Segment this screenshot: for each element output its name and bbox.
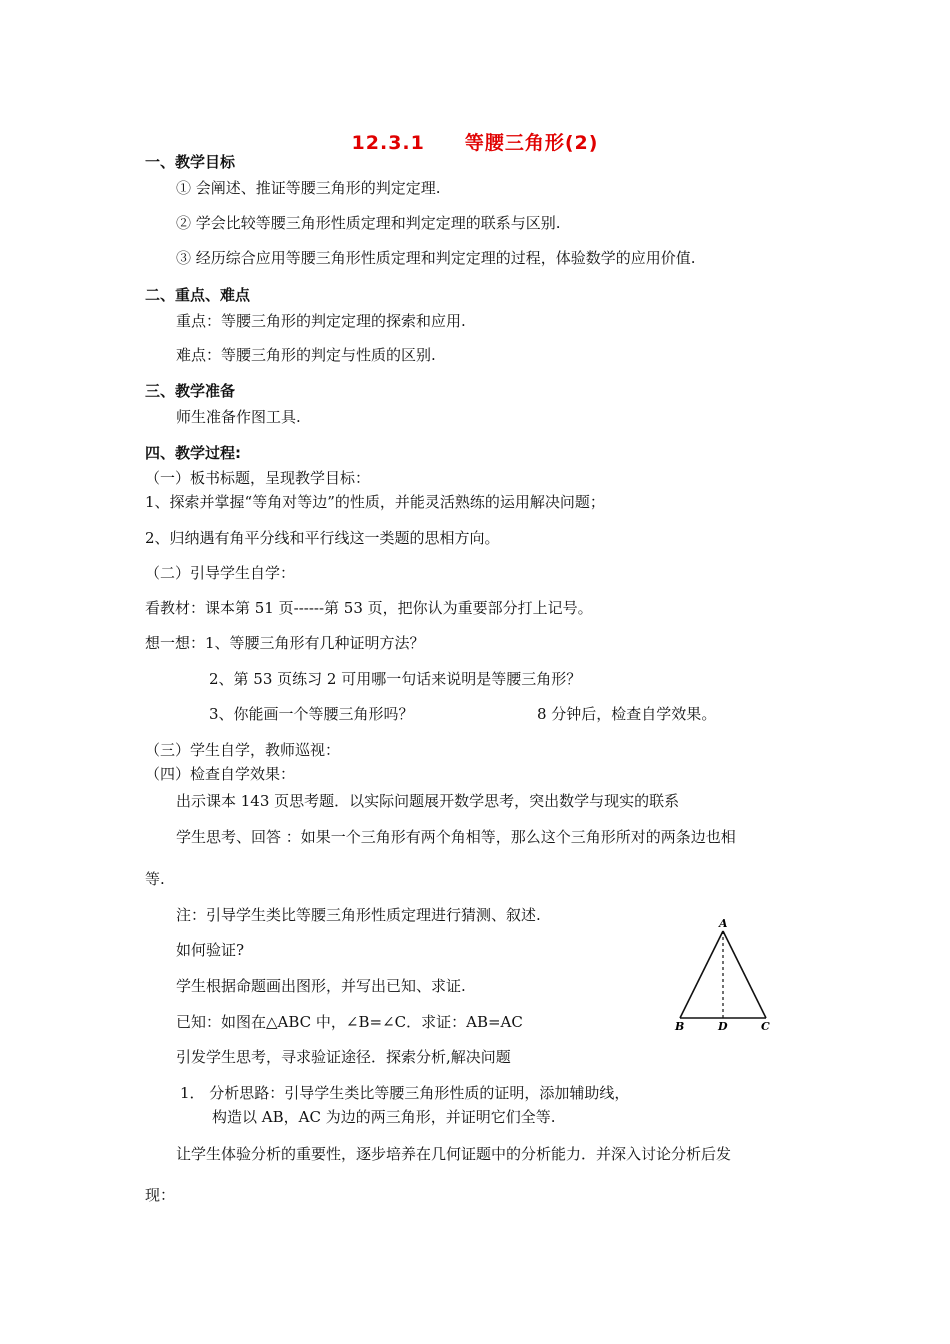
label-d: D [718,1020,728,1033]
key-point-text: 重点：等腰三角形的判定定理的探索和应用. [176,312,466,330]
process-line: 看教材：课本第 51 页------第 53 页，把你认为重要部分打上记号。 [145,599,593,617]
heading-preparation: 三、教学准备 [145,382,236,400]
side-ab [680,931,723,1018]
process-line: （三）学生自学，教师巡视： [145,741,341,759]
heading-teaching-goals: 一、教学目标 [145,153,236,171]
process-line: 现： [145,1186,176,1204]
process-line: 引发学生思考，寻求验证途径．探索分析,解决问题 [176,1048,511,1066]
label-c: C [761,1020,770,1033]
process-line: 已知：如图在△ABC 中，∠B=∠C．求证：AB=AC [176,1013,523,1031]
process-line: 学生根据命题画出图形，并写出已知、求证. [176,977,466,995]
process-line: 想一想：1、等腰三角形有几种证明方法？ [145,634,425,652]
process-line: 2、第 53 页练习 2 可用哪一句话来说明是等腰三角形？ [209,670,582,688]
process-line: 等. [145,870,165,888]
section-title: 等腰三角形(2) [464,132,599,154]
process-line: 3、你能画一个等腰三角形吗？ [209,705,414,723]
process-line: 出示课本 143 页思考题．以实际问题展开数学思考，突出数学与现实的联系 [176,792,680,810]
process-line: 8 分钟后，检查自学效果。 [537,705,717,723]
process-line: 让学生体验分析的重要性，逐步培养在几何证题中的分析能力．并深入讨论分析后发 [176,1145,732,1163]
process-line: 学生思考、回答 ：如果一个三角形有两个角相等，那么这个三角形所对的两条边也相 [176,828,736,846]
triangle-figure [672,915,772,1040]
process-line: （四）检查自学效果： [145,765,296,783]
label-a: A [719,917,728,930]
difficulty-text: 难点：等腰三角形的判定与性质的区别. [176,346,436,364]
heading-teaching-process: 四、教学过程: [145,444,241,462]
process-line: 构造以 AB，AC 为边的两三角形，并证明它们全等. [212,1108,556,1126]
process-line: 1、探索并掌握“等角对等边”的性质，并能灵活熟练的运用解决问题； [145,493,605,511]
process-line: （二）引导学生自学： [145,564,296,582]
process-line: 注：引导学生类比等腰三角形性质定理进行猜测、叙述. [176,906,541,924]
preparation-text: 师生准备作图工具. [176,408,301,426]
side-ac [723,931,766,1018]
process-line: 2、归纳遇有角平分线和平行线这一类题的思相方向。 [145,529,500,547]
label-b: B [675,1020,685,1033]
process-line: 如何验证? [176,941,245,959]
page-title [0,128,950,155]
process-line: （一）板书标题，呈现教学目标： [145,469,371,487]
goal-item-3: ③ 经历综合应用等腰三角形性质定理和判定定理的过程，体验数学的应用价值. [176,249,696,267]
section-number: 12.3.1 [351,132,425,154]
heading-key-points: 二、重点、难点 [145,286,251,304]
goal-item-2: ② 学会比较等腰三角形性质定理和判定定理的联系与区别. [176,214,561,232]
goal-item-1: ① 会阐述、推证等腰三角形的判定定理. [176,179,441,197]
process-line: 1． 分析思路：引导学生类比等腰三角形性质的证明，添加辅助线， [180,1084,630,1102]
